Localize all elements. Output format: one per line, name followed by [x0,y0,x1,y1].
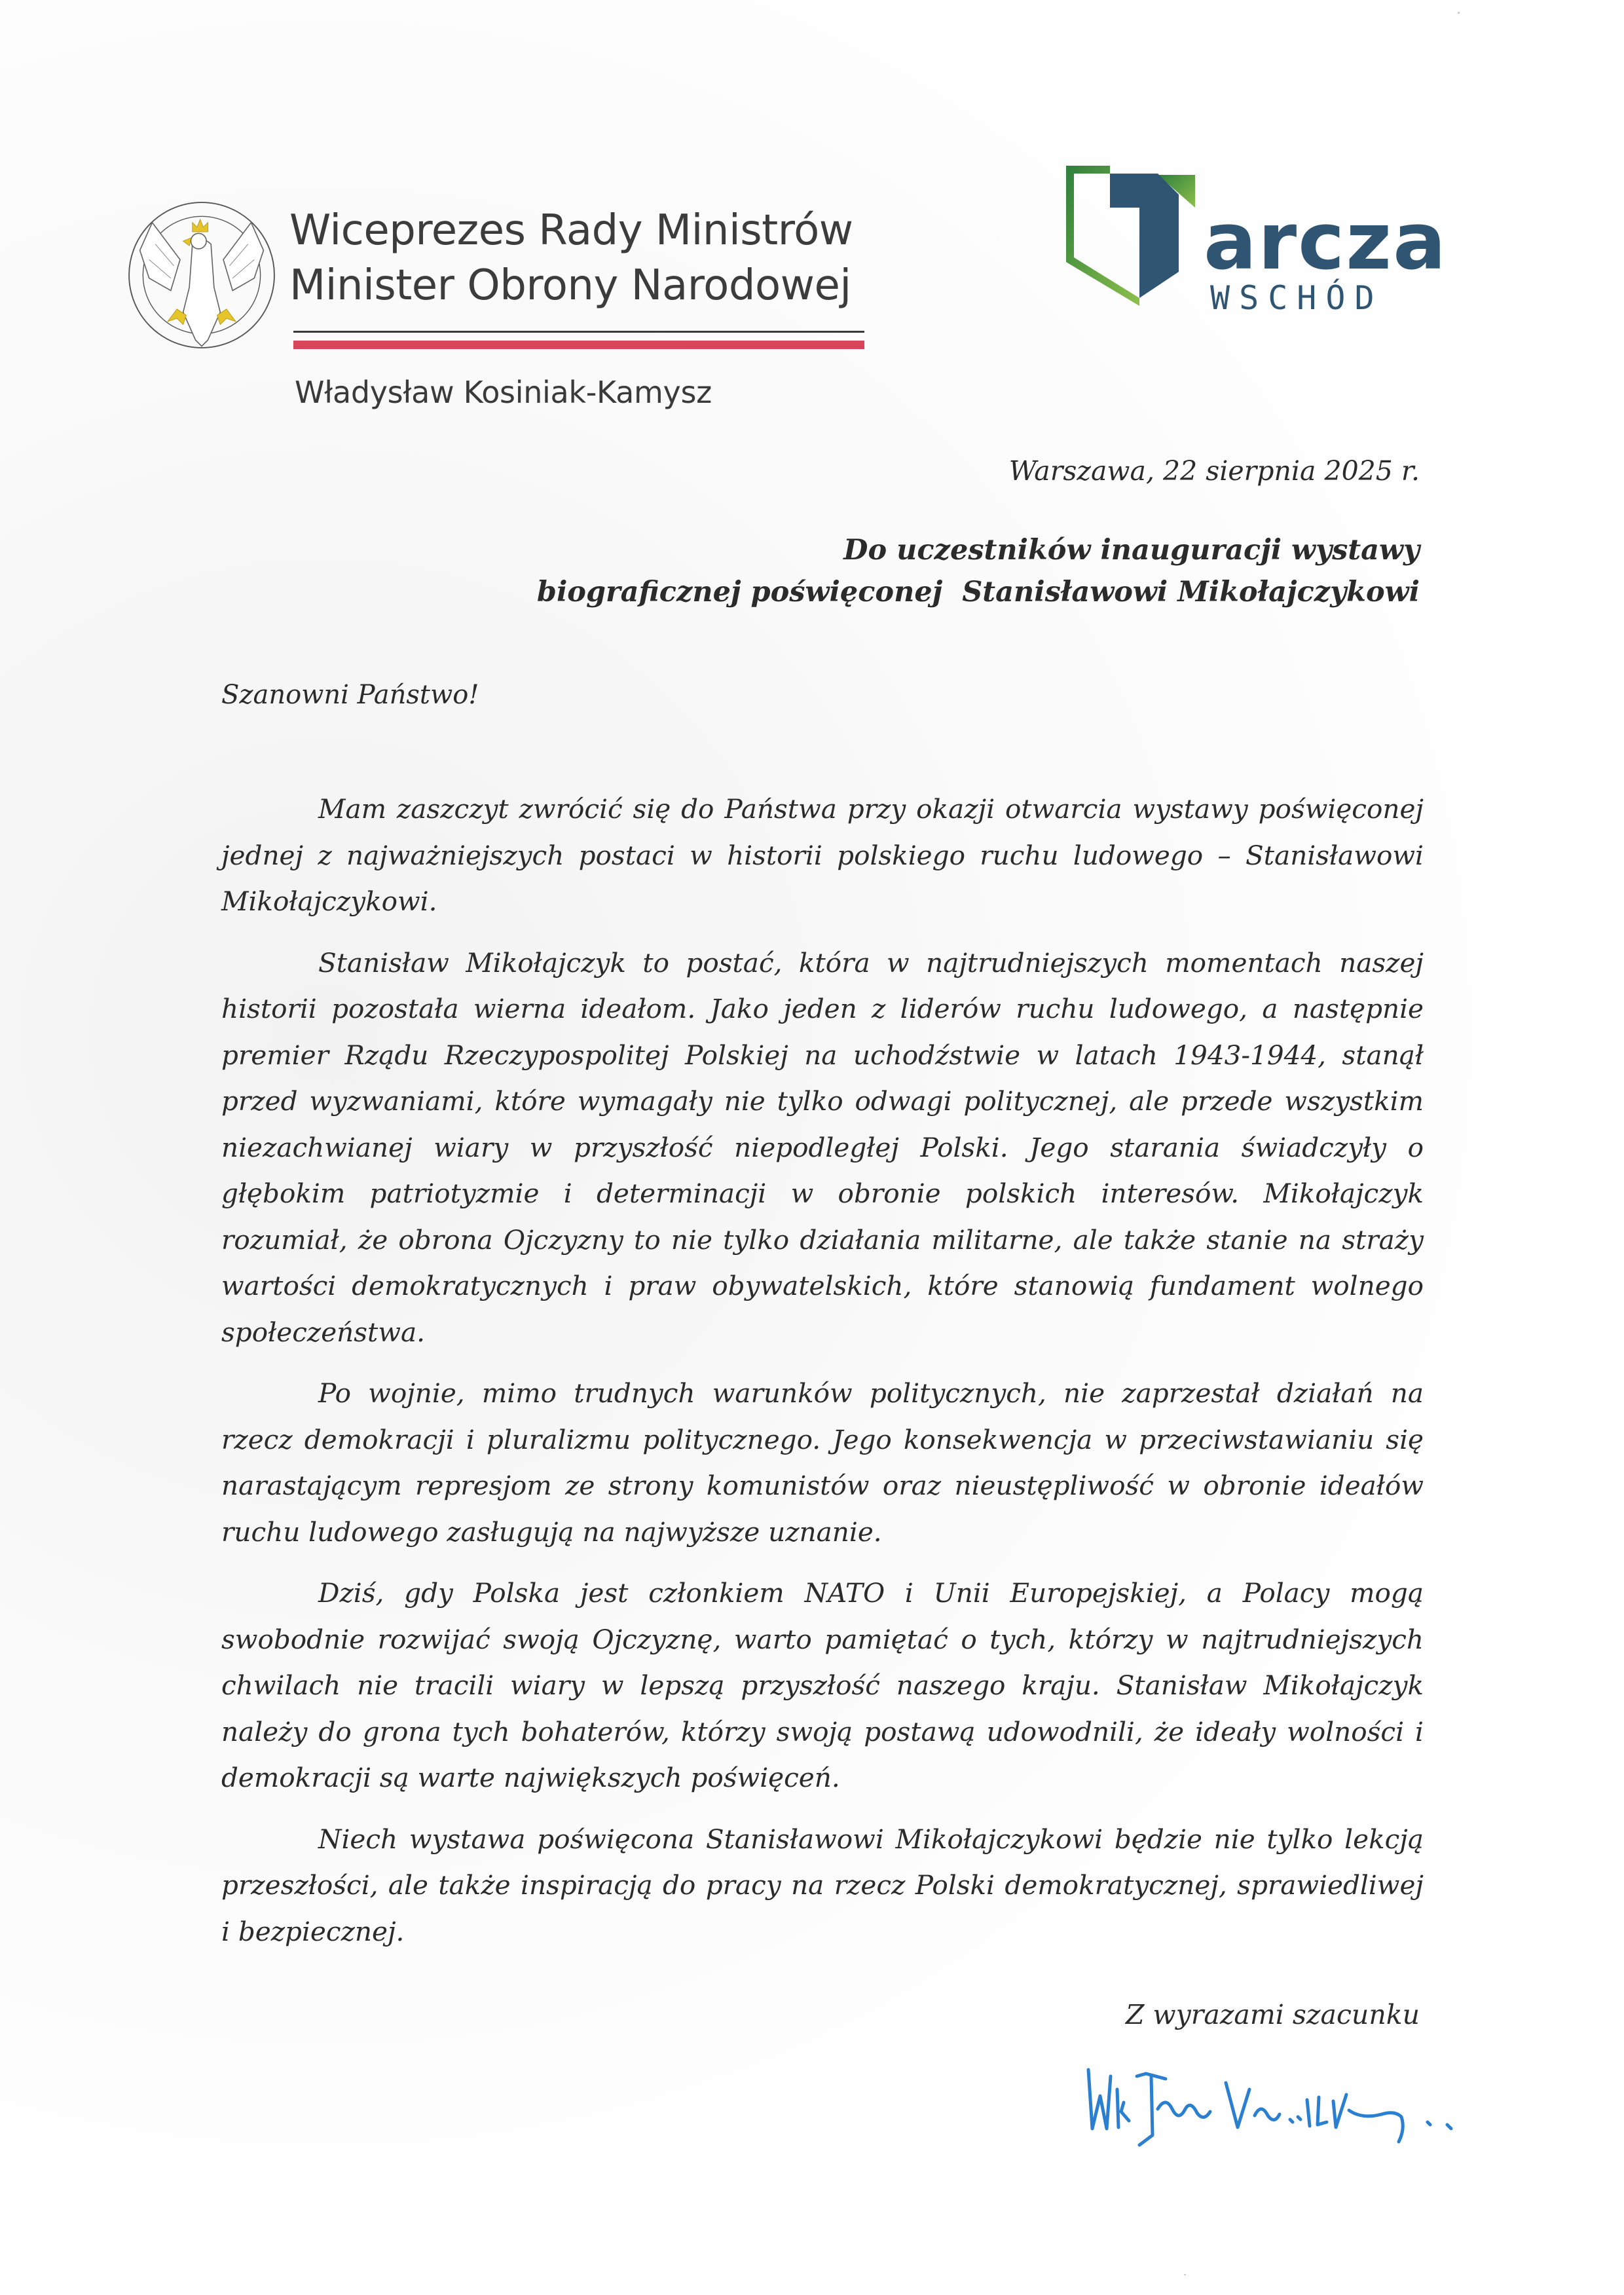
paragraph: Niech wystawa poświęcona Stanisławowi Mikołajczykowi będzie nie tylko lekcją przeszłości, ale także inspiracją do pracy na rzecz Polski demokratycznej, sprawiedliwej i bezpiecznej. [221,1823,1424,1947]
paragraph: Po wojnie, mimo trudnych warunków politycznych, nie zaprzestał działań na rzecz demokracji i pluralizmu politycznego. Jego konsekwencja w przeciwstawianiu się narastającym represjom ze strony komunistów oraz nieustępliwość w obronie ideałów ruchu ludowego zasługują na najwyższe uznanie. [221,1377,1424,1548]
polish-eagle-emblem-icon [124,198,279,352]
paragraph: Dziś, gdy Polska jest członkiem NATO i Unii Europejskiej, a Polacy mogą swobodnie rozwijać swoją Ojczyznę, warto pamiętać o tych, którzy w najtrudniejszych chwilach nie tracili wiary w lepszą przyszłość naszego kraju. Stanisław Mikołajczyk należy do grona tych bohaterów, którzy swoją postawą udowodnili, że ideały wolności i demokracji są warte największych poświęceń. [221,1577,1424,1793]
paragraph: Stanisław Mikołajczyk to postać, która w najtrudniejszych momentach naszej historii pozostała wierna ideałom. Jako jeden z liderów ruchu ludowego, a następnie premier Rządu Rzeczypospolitej Polskiej na uchodźstwie w latach 1943-1944, stanął przed wyzwaniami, które wymagały nie tylko odwagi politycznej, ale przede wszystkim niezachwianej wiary w przyszłość niepodległej Polski. Jego starania świadczyły o głębokim patriotyzmie i determinacji w obronie polskich interesów. Mikołajczyk rozumiał, że obrona Ojczyzny to nie tylko działania militarne, ale także stanie na straży wartości demokratycznych i praw obywatelskich, które stanowią fundament wolnego społeczeństwa. [221,946,1424,1348]
office-title [289,203,879,313]
letter-body [221,786,1424,1969]
minister-name: Władysław Kosiniak-Kamysz [295,375,712,410]
scan-artifact [1458,12,1460,14]
paragraph: Mam zaszczyt zwrócić się do Państwa przy okazji otwarcia wystawy poświęconej jednej z najważniejszych postaci w historii polskiego ruchu ludowego – Stanisławowi Mikołajczykowi. [221,793,1424,917]
header-divider-red [293,341,864,349]
logo-subtitle: WSCHÓD [1210,279,1384,317]
date-line: Warszawa, 22 sierpnia 2025 r. [1008,455,1420,487]
scan-artifact [1184,2274,1186,2275]
salutation: Szanowni Państwo! [221,680,479,710]
office-title-line2: Minister Obrony Narodowej [289,261,851,310]
closing: Z wyrazami szacunku [1126,1999,1420,2030]
subject-line1: Do uczestników inauguracji wystawy [843,534,1420,567]
logo-wordmark: arcza [1204,196,1448,288]
office-title-line1: Wiceprezes Rady Ministrów [289,206,853,255]
handwritten-signature-icon [1074,2057,1519,2155]
letter-subject [537,529,1420,613]
subject-line2: biograficznej poświęconej Stanisławowi Mikołajczykowi [536,576,1420,608]
header-divider-dark [293,331,864,333]
